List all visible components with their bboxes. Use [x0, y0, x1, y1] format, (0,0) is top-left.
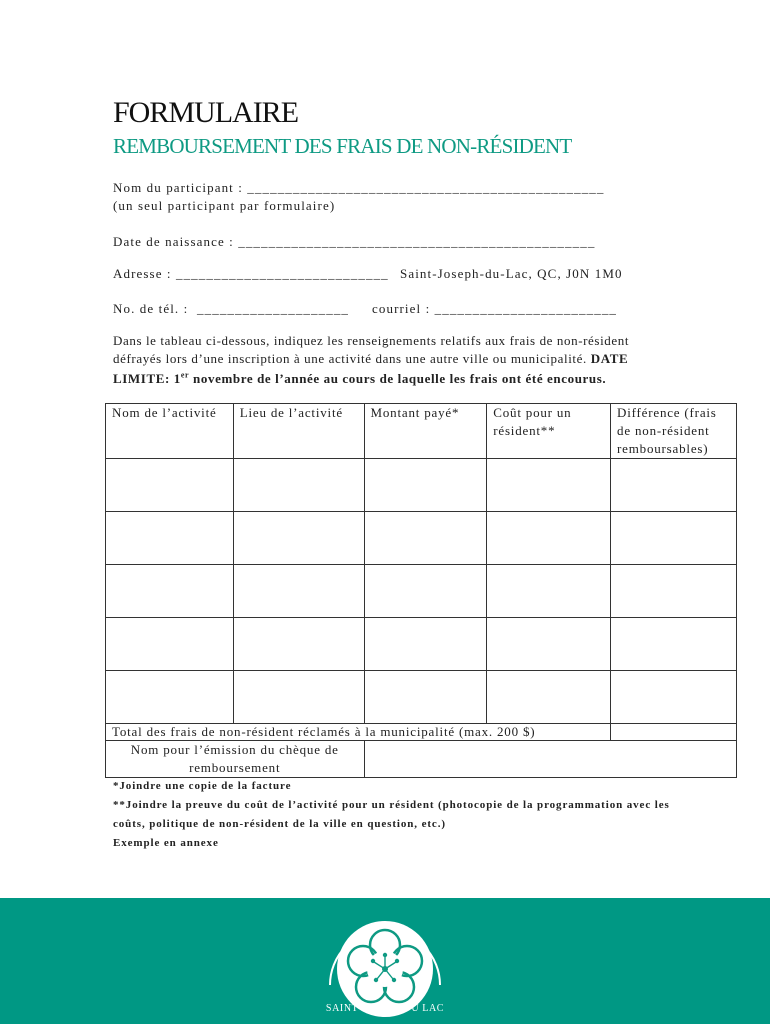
- table-cell[interactable]: [233, 565, 364, 618]
- table-cell[interactable]: [611, 565, 737, 618]
- table-cell[interactable]: [487, 618, 611, 671]
- instructions-text: Dans le tableau ci-dessous, indiquez les renseignements relatifs aux frais de non-résident défrayés lors d’une inscription à une activité dans une autre ville ou municipalité.: [113, 333, 630, 366]
- table-cell[interactable]: [364, 671, 487, 724]
- cheque-label: Nom pour l’émission du chèque de remboursement: [106, 741, 365, 778]
- address-field[interactable]: Adresse : ____________________________: [113, 266, 389, 281]
- note-resident-proof: **Joindre la preuve du coût de l’activité pour un résident (photocopie de la programmation avec les coûts, politique de non-résident de la ville en question, etc.): [113, 799, 670, 830]
- table-row: [106, 618, 737, 671]
- header-activity-place: Lieu de l’activité: [233, 404, 364, 459]
- table-cell[interactable]: [364, 565, 487, 618]
- participant-name-field[interactable]: Nom du participant : _______________________________________________: [113, 180, 605, 195]
- instructions-paragraph: [113, 332, 658, 388]
- brand-name: SAINT JOSEPH DU LAC: [325, 1003, 445, 1014]
- table-row: [106, 512, 737, 565]
- table-cell[interactable]: [487, 565, 611, 618]
- birth-date-field[interactable]: Date de naissance : _______________________________________________: [113, 234, 596, 249]
- form-title: FORMULAIRE: [113, 96, 299, 129]
- table-cell[interactable]: [106, 459, 234, 512]
- table-row: [106, 565, 737, 618]
- header-amount-paid: Montant payé*: [364, 404, 487, 459]
- cheque-row: [106, 741, 737, 778]
- table-cell[interactable]: [487, 671, 611, 724]
- total-value-cell[interactable]: [611, 724, 737, 741]
- table-cell[interactable]: [233, 459, 364, 512]
- table-row: [106, 459, 737, 512]
- table-cell[interactable]: [233, 671, 364, 724]
- table-cell[interactable]: [106, 671, 234, 724]
- table-cell[interactable]: [487, 512, 611, 565]
- email-field[interactable]: courriel : ________________________: [372, 301, 618, 316]
- header-difference: Différence (frais de non-résident remboursables): [611, 404, 737, 459]
- city-text: Saint-Joseph-du-Lac, QC, J0N 1M0: [400, 266, 623, 281]
- table-cell[interactable]: [233, 512, 364, 565]
- table-cell[interactable]: [611, 671, 737, 724]
- table-cell[interactable]: [106, 512, 234, 565]
- table-cell[interactable]: [106, 565, 234, 618]
- footnotes: [113, 777, 673, 853]
- activities-table: [105, 403, 737, 778]
- note-invoice: *Joindre une copie de la facture: [113, 780, 292, 792]
- table-row: [106, 671, 737, 724]
- form-subtitle: REMBOURSEMENT DES FRAIS DE NON-RÉSIDENT: [113, 134, 572, 158]
- table-cell[interactable]: [364, 459, 487, 512]
- table-cell[interactable]: [611, 512, 737, 565]
- table-cell[interactable]: [364, 618, 487, 671]
- header-activity-name: Nom de l’activité: [106, 404, 234, 459]
- table-header-row: [106, 404, 737, 459]
- table-cell[interactable]: [106, 618, 234, 671]
- phone-field[interactable]: No. de tél. : ____________________: [113, 301, 350, 316]
- header-resident-cost: Coût pour un résident**: [487, 404, 611, 459]
- table-cell[interactable]: [364, 512, 487, 565]
- table-cell[interactable]: [487, 459, 611, 512]
- note-example: Exemple en annexe: [113, 837, 219, 849]
- total-label: Total des frais de non-résident réclamés à la municipalité (max. 200 $): [106, 724, 611, 741]
- table-cell[interactable]: [611, 618, 737, 671]
- table-cell[interactable]: [611, 459, 737, 512]
- cheque-name-cell[interactable]: [364, 741, 737, 778]
- participant-note: (un seul participant par formulaire): [113, 198, 336, 213]
- total-row: [106, 724, 737, 741]
- table-cell[interactable]: [233, 618, 364, 671]
- deadline-label: DATE LIMITE: 1er novembre de l’année au cours de laquelle les frais ont été encourus.: [113, 350, 629, 387]
